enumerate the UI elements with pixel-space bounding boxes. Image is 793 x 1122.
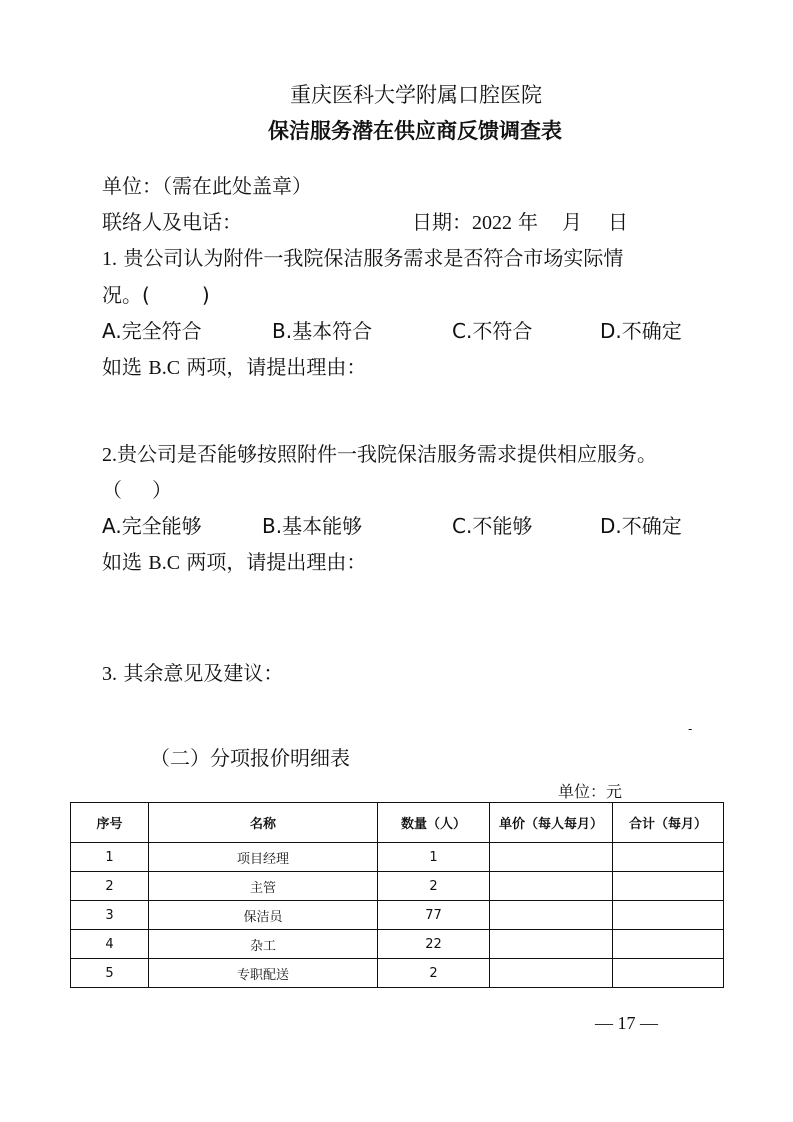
cell-quantity: 2	[378, 959, 490, 988]
cell-unit-price[interactable]	[490, 843, 613, 872]
q2-line2	[102, 474, 172, 503]
cell-total[interactable]	[613, 901, 724, 930]
q1-number: 1.	[102, 248, 117, 270]
date-year: 2022	[472, 212, 512, 234]
cell-quantity: 2	[378, 872, 490, 901]
cell-index: 3	[71, 901, 149, 930]
q2-text: 贵公司是否能够按照附件一我院保洁服务需求提供相应服务。	[117, 442, 657, 466]
q2-reason-post: 两项，请提出理由：	[186, 550, 367, 574]
cell-total[interactable]	[613, 930, 724, 959]
page-number: — 17 —	[595, 1013, 658, 1033]
unit-note: 单位：元	[558, 782, 623, 801]
cell-total[interactable]	[613, 843, 724, 872]
cell-unit-price[interactable]	[490, 872, 613, 901]
q1-paren-close: )	[201, 283, 210, 307]
q1-line1	[102, 242, 623, 271]
q1-line2	[102, 279, 210, 308]
q1-text: 贵公司认为附件一我院保洁服务需求是否符合市场实际情	[123, 246, 624, 270]
col-header-quantity: 数量（人）	[378, 803, 490, 843]
org-name: 重庆医科大学附属口腔医院	[290, 83, 542, 107]
cell-unit-price[interactable]	[490, 930, 613, 959]
q2-line1	[102, 438, 657, 467]
cell-total[interactable]	[613, 872, 724, 901]
q2-reason-pre: 如选	[102, 550, 142, 574]
table-header-row	[71, 803, 724, 843]
q1-option-d: D.不确定	[600, 319, 682, 343]
table-row	[71, 843, 724, 872]
q1-reason-post: 两项，请提出理由：	[186, 355, 367, 379]
section-title: （二）分项报价明细表	[150, 746, 350, 770]
cell-name: 项目经理	[149, 843, 378, 872]
q2-option-a: A.完全能够	[102, 514, 202, 538]
contact-label: 联络人及电话：	[102, 210, 242, 234]
cell-index: 1	[71, 843, 149, 872]
cell-name: 主管	[149, 872, 378, 901]
col-header-unit-price: 单价（每人每月）	[490, 803, 613, 843]
q2-option-d: D.不确定	[600, 514, 682, 538]
unit-line: 单位：（需在此处盖章）	[102, 174, 312, 198]
cell-unit-price[interactable]	[490, 959, 613, 988]
q2-paren-close: ）	[152, 478, 172, 502]
cell-name: 保洁员	[149, 901, 378, 930]
date-field	[412, 206, 628, 235]
q2-option-b: B.基本能够	[262, 514, 363, 538]
q1-text-cont: 况。(	[102, 283, 150, 307]
cell-unit-price[interactable]	[490, 901, 613, 930]
table-row	[71, 930, 724, 959]
q1-reason-pre: 如选	[102, 355, 142, 379]
cell-quantity: 1	[378, 843, 490, 872]
q3-text: 其余意见及建议：	[123, 661, 284, 685]
q1-option-b: B.基本符合	[272, 319, 373, 343]
q2-option-c: C.不能够	[452, 514, 533, 538]
q1-option-c: C.不符合	[452, 319, 533, 343]
month-char: 月	[562, 210, 582, 234]
col-header-name: 名称	[149, 803, 378, 843]
q3-number: 3.	[102, 663, 117, 685]
cell-name: 专职配送	[149, 959, 378, 988]
cell-quantity: 22	[378, 930, 490, 959]
form-title: 保洁服务潜在供应商反馈调查表	[268, 119, 562, 143]
q2-number: 2.	[102, 444, 117, 466]
q2-reason-prompt	[102, 546, 366, 575]
cell-name: 杂工	[149, 930, 378, 959]
q2-paren-open: （	[102, 478, 122, 502]
col-header-total: 合计（每月）	[613, 803, 724, 843]
year-char: 年	[518, 210, 538, 234]
stray-mark: -	[688, 722, 693, 736]
cell-total[interactable]	[613, 959, 724, 988]
q1-reason-bc: B.C	[148, 357, 181, 379]
cell-index: 2	[71, 872, 149, 901]
table-row	[71, 901, 724, 930]
table-row	[71, 959, 724, 988]
cell-quantity: 77	[378, 901, 490, 930]
table-row	[71, 872, 724, 901]
quote-table	[70, 802, 724, 988]
date-label: 日期：	[412, 210, 472, 234]
col-header-index: 序号	[71, 803, 149, 843]
q1-reason-prompt	[102, 351, 366, 380]
q3-line	[102, 657, 283, 686]
day-char: 日	[608, 210, 628, 234]
q2-reason-bc: B.C	[148, 552, 181, 574]
q1-option-a: A.完全符合	[102, 319, 202, 343]
cell-index: 5	[71, 959, 149, 988]
cell-index: 4	[71, 930, 149, 959]
